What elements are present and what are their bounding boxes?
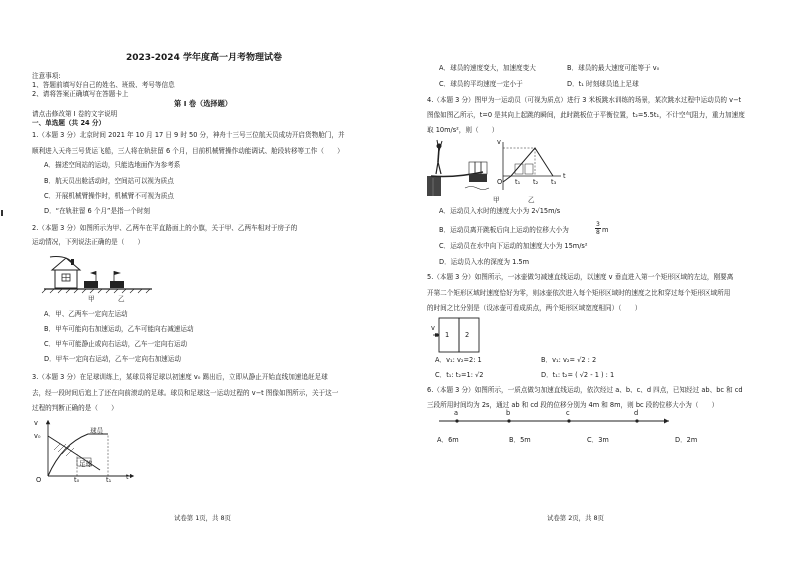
- q4-graph-origin: O: [497, 178, 503, 186]
- q3-label-t0: t₀: [74, 476, 80, 484]
- q6-option-a: A．6m: [437, 436, 459, 444]
- q3-label-v0: v₀: [34, 432, 41, 440]
- exam-page-2: [397, 0, 794, 561]
- q2-label-yi: 乙: [118, 295, 125, 303]
- q4-option-a: A．运动员入水时的速度大小为 2√15m/s: [439, 207, 561, 215]
- q5-option-c: C．t₁: t₂=1: √2: [435, 371, 484, 379]
- q3-option-c: C．球员的平均速度一定小于: [439, 80, 523, 88]
- q2-option-b: B．甲车可能向右加速运动，乙车可能向右减速运动: [44, 325, 194, 333]
- q4-graph-t: t: [563, 172, 566, 180]
- q1-option-d: D．“在轨驻留 6 个月”是指一个时刻: [44, 207, 151, 215]
- q5-stem-line-2: 开第二个矩形区域时速度恰好为零，则冰壶依次进入每个矩形区域时的速度之比和穿过每个矩形区域所用: [427, 289, 731, 297]
- q5-region-1: 1: [445, 331, 450, 339]
- q4-stem-line-1: 4.（本题 3 分）图甲为一运动员（可视为质点）进行 3 米板跳水训练的场景，某次跳水过程中运动员的 v−t: [427, 96, 742, 104]
- q6-point-a: a: [454, 409, 459, 417]
- part-one-heading: 一、单选题（共 24 分）: [32, 119, 106, 127]
- q2-stem-line-1: 2.（本题 3 分）如图所示为甲、乙两车在平直路面上的小旗，关于甲、乙两车相对于房子的: [32, 224, 298, 232]
- q4-fraction-denominator: 8: [596, 229, 600, 236]
- q5-option-a: A．v₁: v₂=2: 1: [435, 356, 482, 364]
- q4-fraction-unit: m: [602, 226, 609, 234]
- q6-point-c: c: [566, 409, 570, 417]
- q3-stem-line-2: 去，经一段时间后追上了还在向前滚动的足球。球员和足球这一运动过程的 v−t 图像如图所示，关于这一: [32, 389, 339, 397]
- q6-stem-line-1: 6.（本题 3 分）如图所示，一质点做匀加速直线运动，依次经过 a、b、c、d 四点，已知经过 ab、bc 和 cd: [427, 386, 743, 394]
- q5-region-2: 2: [465, 331, 470, 339]
- q3-axis-t: t: [126, 473, 129, 481]
- q4-label-yi: 乙: [528, 196, 535, 204]
- q2-option-d: D．甲车一定向右运动，乙车一定向右加速运动: [44, 355, 181, 363]
- q4-stem-line-3: 取 10m/s²，则（ ）: [427, 126, 499, 134]
- q2-house-flags-figure: [44, 252, 164, 302]
- q6-option-c: C．3m: [587, 436, 609, 444]
- q3-stem-line-1: 3.（本题 3 分）在足球训练上，某球员将足球以初速度 v₀ 踢出后，立即从静止开始直线加速追赶足球: [32, 373, 328, 381]
- q6-point-d: d: [634, 409, 639, 417]
- q4-graph-t3: t₃: [551, 178, 557, 186]
- q1-stem-line-1: 1.（本题 3 分）北京时间 2021 年 10 月 17 日 9 时 50 分，神舟十三号三位航天员成功开启货物舱门，并: [32, 131, 345, 139]
- q1-option-a: A．描述空间站的运动，只能选地面作为参考系: [44, 161, 181, 169]
- notice-line-1: 1、答题前填写好自己的姓名、班级、考号等信息: [32, 81, 175, 89]
- q3-stem-line-3: 过程的判断正确的是（ ）: [32, 404, 118, 412]
- q6-option-b: B．5m: [509, 436, 531, 444]
- q4-graph-t1: t₁: [515, 178, 521, 186]
- exam-title: 2023-2024 学年度高一月考物理试卷: [126, 53, 282, 63]
- q1-option-b: B．航天员出舱活动时，空间站可以视为质点: [44, 177, 174, 185]
- q4-stem-line-2: 图像如图乙所示，t=0 是其向上起跳的瞬间，此时跳板位于平衡位置，t₂=5.5t₁，不计空气阻力，重力加速度: [427, 111, 745, 119]
- q6-point-b: b: [506, 409, 511, 417]
- q1-stem-line-2: 顺利进入天舟三号货运飞船，三人将在轨驻留 6 个月，目前机械臂操作动能调试、舱段转移等工作（ ）: [32, 147, 344, 155]
- q3-axis-v: v: [34, 419, 38, 427]
- q5-option-b: B．v₁: v₂= √2 : 2: [541, 356, 597, 364]
- q5-curling-figure: [433, 316, 493, 356]
- q2-stem-line-2: 运动情况，下列说法正确的是（ ）: [32, 238, 145, 246]
- q5-option-d: D．t₁: t₂= ( √2 - 1 ) : 1: [541, 371, 615, 379]
- q4-fraction-numerator: 3: [596, 221, 600, 228]
- q5-stem-line-1: 5.（本题 3 分）如图所示，一冰壶做匀减速直线运动，以速度 v 垂直进入第一个矩形区域的左边，刚要离: [427, 273, 734, 281]
- q3-label-player: 球员: [90, 427, 104, 435]
- q3-label-t1: t₁: [106, 476, 112, 484]
- q4-option-c: C．运动员在水中向下运动的加速度大小为 15m/s²: [439, 242, 588, 250]
- q3-option-b: B．球员的最大速度可能等于 v₀: [567, 64, 660, 72]
- q3-label-ball: 足球: [79, 460, 93, 468]
- q2-option-a: A．甲、乙两车一定向左运动: [44, 310, 128, 318]
- q4-label-jia: 甲: [493, 196, 500, 204]
- q5-stem-line-3: 的时间之比分别是（设冰壶可看成质点，两个矩形区域宽度相同）（ ）: [427, 304, 642, 312]
- q6-option-d: D．2m: [675, 436, 698, 444]
- q4-graph-v: v: [497, 138, 501, 146]
- q2-option-c: C．甲车可能静止或向右运动，乙车一定向右运动: [44, 340, 188, 348]
- section-instruction: 请点击修改第 I 卷的文字说明: [32, 110, 118, 118]
- q2-label-jia: 甲: [88, 295, 95, 303]
- q4-option-b-fraction: [595, 221, 601, 236]
- q6-points-line: [437, 414, 677, 428]
- q6-stem-line-2: 三段所用时间均为 2s，通过 ab 和 cd 段的位移分别为 4m 和 8m，则 bc 段的位移大小为（ ）: [427, 401, 719, 409]
- notice-header: 注意事项:: [32, 72, 61, 80]
- q4-option-b: B．运动员离开跳板后向上运动的位移大小为: [439, 226, 569, 234]
- q1-option-c: C．开展机械臂操作时，机械臂不可视为质点: [44, 192, 174, 200]
- q4-option-d: D．运动员入水的深度为 1.5m: [439, 258, 530, 266]
- page-2-footer: 试卷第 2页，共 8页: [547, 514, 604, 522]
- q3-origin: O: [36, 476, 42, 484]
- q3-option-a: A．球员的速度变大，加速度变大: [439, 64, 536, 72]
- q3-option-d: D．t₁ 时刻球员追上足球: [567, 80, 639, 88]
- q4-graph-t2: t₂: [533, 178, 539, 186]
- q5-label-v: v: [431, 324, 435, 332]
- section-title: 第 I 卷（选择题）: [174, 99, 232, 108]
- q4-diver-figure: [425, 138, 585, 200]
- page-1-footer: 试卷第 1页，共 8页: [174, 514, 231, 522]
- notice-line-2: 2、请将答案正确填写在答题卡上: [32, 90, 129, 98]
